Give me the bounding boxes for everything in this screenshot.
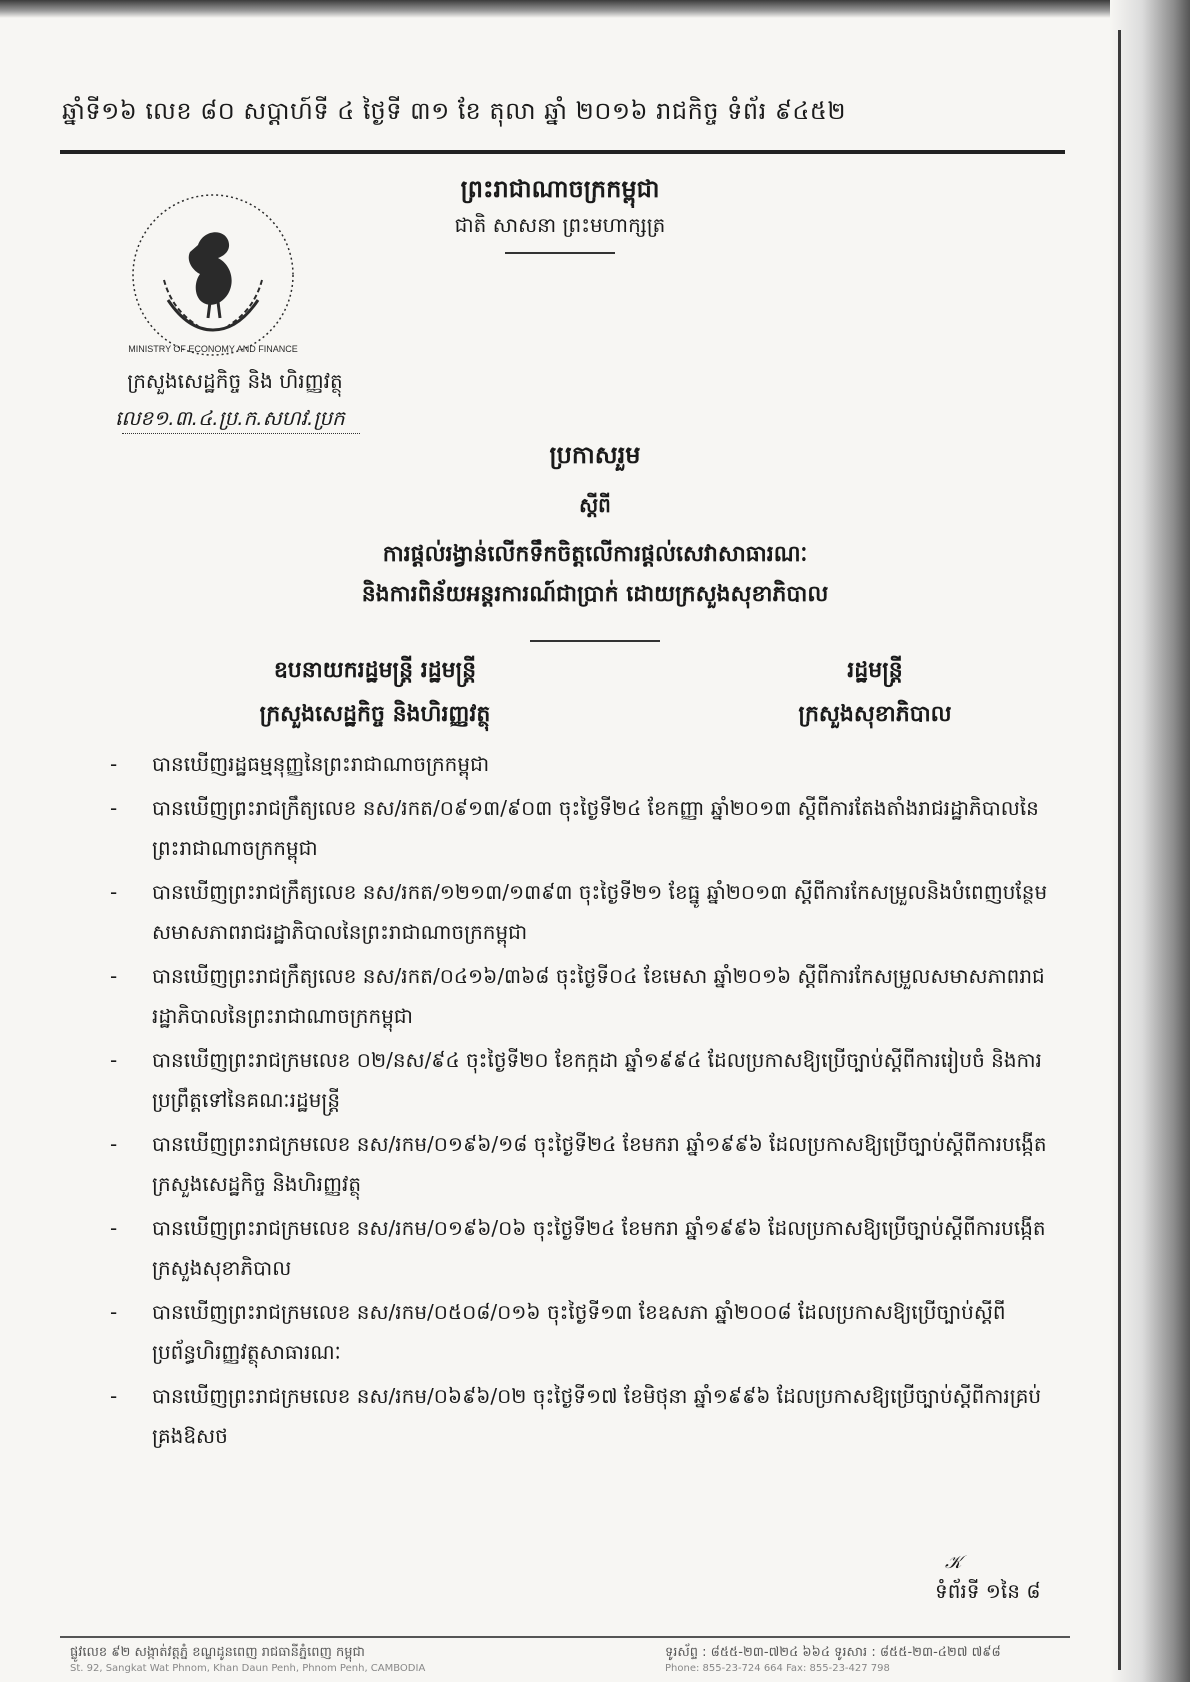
scan-top-shadow xyxy=(0,0,1190,18)
footer-contact: ទូរស័ព្ទ : ៨៥៥-២៣-៧២៤ ៦៦៤ ទូរសារ : ៨៥៥-២៣-៤២៧ ៧៩៨ Phone: 855-23-724 664 Fax: 855-23-427 798 xyxy=(665,1645,1001,1674)
reference-underline xyxy=(122,432,360,434)
clause-item: - បានឃើញព្រះរាជក្រឹត្យលេខ នស/រកត/១២១៣/១៣៩៣ ចុះថ្ងៃទី២១ ខែធ្នូ ឆ្នាំ២០១៣ ស្តីពីការកែសម្រួលនិងបំពេញបន្ថែមសមាសភាពរាជរដ្ឋាភិបាលនៃព្រះរាជាណាចក្រកម្ពុជា xyxy=(110,880,1048,944)
left-signatory-ministry: ក្រសួងសេដ្ឋកិច្ច និងហិរញ្ញវត្ថុ xyxy=(259,701,491,727)
svg-text:MINISTRY OF ECONOMY AND FINANC: MINISTRY OF ECONOMY AND FINANCE xyxy=(128,344,298,354)
scan-edge-line xyxy=(1118,30,1121,1670)
clause-item: - បានឃើញរដ្ឋធម្មនុញ្ញនៃព្រះរាជាណាចក្រកម្ពុជា xyxy=(110,752,490,776)
ornament-divider-2 xyxy=(530,640,660,642)
right-signatory-ministry: ក្រសួងសុខាភិបាល xyxy=(798,701,952,727)
page-number: ទំព័រទី ១នៃ ៨ xyxy=(935,1579,1041,1603)
kingdom-title: ព្រះរាជាណាចក្រកម្ពុជា xyxy=(460,174,660,203)
preamble-clauses xyxy=(110,744,1070,1460)
subject-line-1: ការផ្តល់រង្វាន់លើកទឹកចិត្តលើការផ្តល់សេវាសាធារណៈ xyxy=(382,541,808,567)
clause-item: - បានឃើញព្រះរាជក្រមលេខ ០២/នស/៩៤ ចុះថ្ងៃទី២០ ខែកក្កដា ឆ្នាំ១៩៩៤ ដែលប្រកាសឱ្យប្រើច្បាប់ស្តីពីការរៀបចំ និងការប្រព្រឹត្តទៅនៃគណៈរដ្ឋមន្ត្រី xyxy=(110,1048,1042,1112)
clause-item: - បានឃើញព្រះរាជក្រមលេខ នស/រកម/០១៩៦/០៦ ចុះថ្ងៃទី២៤ ខែមករា ឆ្នាំ១៩៩៦ ដែលប្រកាសឱ្យប្រើច្បាប់ស្តីពីការបង្កើតក្រសួងសុខាភិបាល xyxy=(110,1216,1046,1280)
document-subtitle: ស្តីពី xyxy=(579,493,611,517)
handwritten-initials: 𝒦 xyxy=(945,1552,962,1573)
clause-item: - បានឃើញព្រះរាជក្រមលេខ នស/រកម/០៦៩៦/០២ ចុះថ្ងៃទី១៧ ខែមិថុនា ឆ្នាំ១៩៩៦ ដែលប្រកាសឱ្យប្រើច្បាប់ស្តីពីការគ្រប់គ្រងឱសថ xyxy=(110,1384,1042,1448)
left-signatory-title: ឧបនាយករដ្ឋមន្ត្រី រដ្ឋមន្ត្រី xyxy=(273,657,477,683)
ornament-divider xyxy=(505,252,615,254)
clause-item: - បានឃើញព្រះរាជក្រឹត្យលេខ នស/រកត/០៤១៦/៣៦៨ ចុះថ្ងៃទី០៤ ខែមេសា ឆ្នាំ២០១៦ ស្តីពីការកែសម្រួលសមាសភាពរាជរដ្ឋាភិបាលនៃព្រះរាជាណាចក្រកម្ពុជា xyxy=(110,964,1045,1028)
footer-address: ផ្លូវលេខ ៩២ សង្កាត់វត្តភ្នំ ខណ្ឌដូនពេញ រាជធានីភ្នំពេញ កម្ពុជា St. 92, Sangkat Wat Phnom, Khan Daun Penh, Phnom Penh, CAMBODIA xyxy=(70,1645,426,1674)
header-rule xyxy=(60,150,1065,154)
scan-right-shadow xyxy=(1110,0,1190,1682)
gazette-header: ឆ្នាំទី១៦ លេខ ៨០ សប្តាហ៍ទី ៤ ថ្ងៃទី ៣១ ខែ តុលា ឆ្នាំ ២០១៦ រាជកិច្ច ទំព័រ ៩៤៥២ xyxy=(62,97,847,125)
seal-bird-icon xyxy=(189,232,232,305)
footer-rule xyxy=(60,1636,1070,1638)
national-motto: ជាតិ សាសនា ព្រះមហាក្សត្រ xyxy=(454,213,666,237)
subject-line-2: និងការពិន័យអន្តរការណ៍ជាប្រាក់ ដោយក្រសួងសុខាភិបាល xyxy=(361,581,829,607)
reference-number: លេខ១.៣.៤.ប្រ.ក.សហវ.ប្រក xyxy=(115,406,345,430)
document-title: ប្រកាសរួម xyxy=(549,440,641,469)
clause-item: - បានឃើញព្រះរាជក្រមលេខ នស/រកម/០៥០៨/០១៦ ចុះថ្ងៃទី១៣ ខែឧសភា ឆ្នាំ២០០៨ ដែលប្រកាសឱ្យប្រើច្បាប់ស្តីពីប្រព័ន្ធហិរញ្ញវត្ថុសាធារណៈ xyxy=(110,1300,1006,1364)
ministry-name: ក្រសួងសេដ្ឋកិច្ច និង ហិរញ្ញវត្ថុ xyxy=(127,369,343,393)
clause-item: - បានឃើញព្រះរាជក្រឹត្យលេខ នស/រកត/០៩១៣/៩០៣ ចុះថ្ងៃទី២៤ ខែកញ្ញា ឆ្នាំ២០១៣ ស្តីពីការតែងតាំងរាជរដ្ឋាភិបាលនៃព្រះរាជាណាចក្រកម្ពុជា xyxy=(110,796,1039,860)
ministry-seal xyxy=(128,190,298,360)
right-signatory-title: រដ្ឋមន្ត្រី xyxy=(847,657,903,683)
clause-item: - បានឃើញព្រះរាជក្រមលេខ នស/រកម/០១៩៦/១៨ ចុះថ្ងៃទី២៤ ខែមករា ឆ្នាំ១៩៩៦ ដែលប្រកាសឱ្យប្រើច្បាប់ស្តីពីការបង្កើតក្រសួងសេដ្ឋកិច្ច និងហិរញ្ញវត្ថុ xyxy=(110,1132,1047,1196)
